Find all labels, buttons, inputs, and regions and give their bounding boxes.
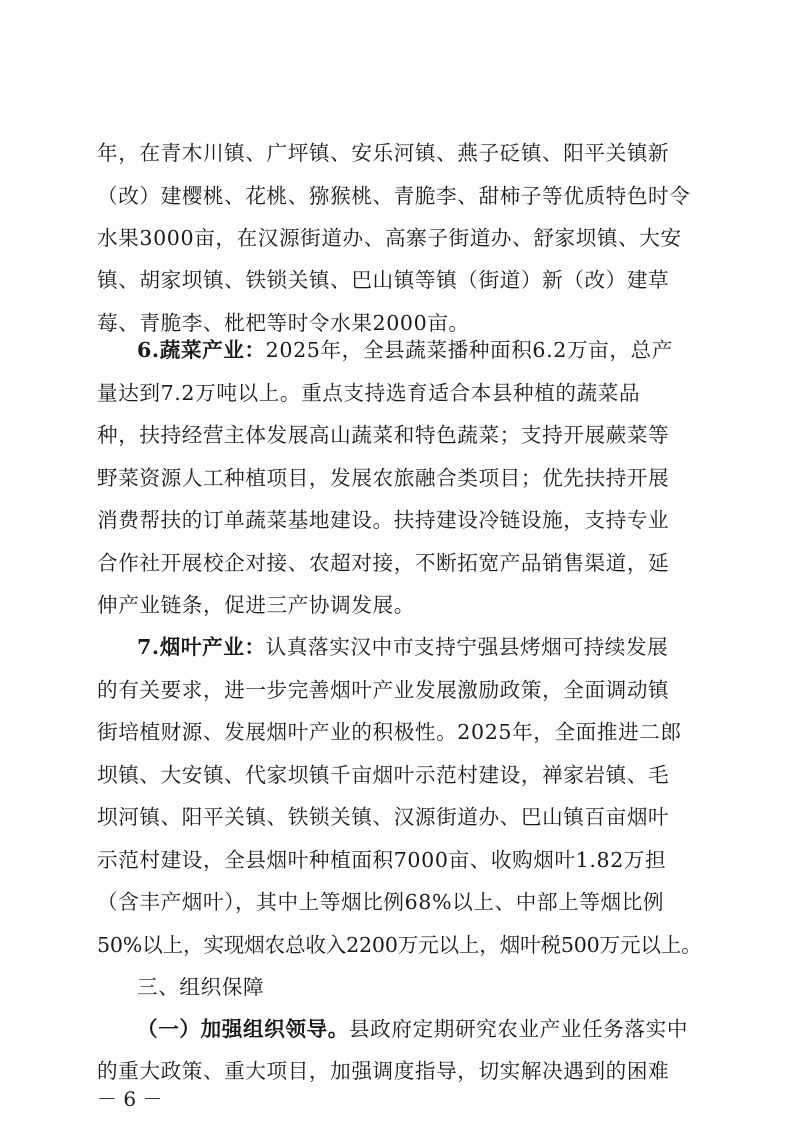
organization-line-2: 的重大政策、重大项目，加强调度指导，切实解决遇到的困难 bbox=[97, 1059, 670, 1083]
tobacco-line-6: 示范村建设，全县烟叶种植面积7000亩、收购烟叶1.82万担 bbox=[97, 848, 667, 872]
vegetable-line-4: 野菜资源人工种植项目，发展农旅融合类项目；优先扶持开展 bbox=[97, 466, 670, 490]
vegetable-first-text: 2025年，全县蔬菜播种面积6.2万亩，总产 bbox=[265, 338, 673, 362]
tobacco-line-7: （含丰产烟叶），其中上等烟比例68%以上、中部上等烟比例 bbox=[97, 890, 665, 914]
tobacco-heading: 7.烟叶产业： bbox=[137, 635, 266, 659]
fruit-line-1: 年，在青木川镇、广坪镇、安乐河镇、燕子砭镇、阳平关镇新 bbox=[97, 141, 670, 165]
fruit-line-5: 莓、青脆李、枇杷等时令水果2000亩。 bbox=[97, 311, 470, 335]
section-three-heading: 三、组织保障 bbox=[137, 975, 265, 999]
tobacco-first-text: 认真落实汉中市支持宁强县烤烟可持续发展 bbox=[265, 635, 669, 659]
tobacco-line-5: 坝河镇、阳平关镇、铁锁关镇、汉源街道办、巴山镇百亩烟叶 bbox=[97, 805, 670, 829]
vegetable-line-5: 消费帮扶的订单蔬菜基地建设。扶持建设冷链设施，支持专业 bbox=[97, 508, 670, 532]
vegetable-line-7: 伸产业链条，促进三产协调发展。 bbox=[97, 593, 415, 617]
vegetable-line-3: 种，扶持经营主体发展高山蔬菜和特色蔬菜；支持开展蕨菜等 bbox=[97, 423, 670, 447]
vegetable-line-6: 合作社开展校企对接、农超对接，不断拓宽产品销售渠道，延 bbox=[97, 551, 670, 575]
tobacco-line-2: 的有关要求，进一步完善烟叶产业发展激励政策，全面调动镇 bbox=[97, 678, 670, 702]
organization-heading: （一）加强组织领导。 bbox=[137, 1017, 349, 1041]
organization-first-line bbox=[137, 1014, 688, 1044]
tobacco-line-3: 街培植财源、发展烟叶产业的积极性。2025年，全面推进二郎 bbox=[97, 720, 682, 744]
fruit-line-2: （改）建樱桃、花桃、猕猴桃、青脆李、甜柿子等优质特色时令 bbox=[97, 184, 691, 208]
organization-first-text: 县政府定期研究农业产业任务落实中 bbox=[348, 1017, 689, 1041]
vegetable-line-2: 量达到7.2万吨以上。重点支持选育适合本县种植的蔬菜品 bbox=[97, 381, 641, 405]
fruit-line-4: 镇、胡家坝镇、铁锁关镇、巴山镇等镇（街道）新（改）建草 bbox=[97, 268, 670, 292]
vegetable-heading: 6.蔬菜产业： bbox=[137, 338, 266, 362]
page-number: － 6 － bbox=[97, 1087, 163, 1111]
tobacco-first-line bbox=[137, 632, 668, 662]
vegetable-first-line bbox=[137, 335, 673, 365]
tobacco-line-4: 坝镇、大安镇、代家坝镇千亩烟叶示范村建设，禅家岩镇、毛 bbox=[97, 763, 670, 787]
tobacco-line-8: 50%以上，实现烟农总收入2200万元以上，烟叶税500万元以上。 bbox=[97, 933, 702, 957]
fruit-line-3: 水果3000亩，在汉源街道办、高寨子街道办、舒家坝镇、大安 bbox=[97, 226, 682, 250]
